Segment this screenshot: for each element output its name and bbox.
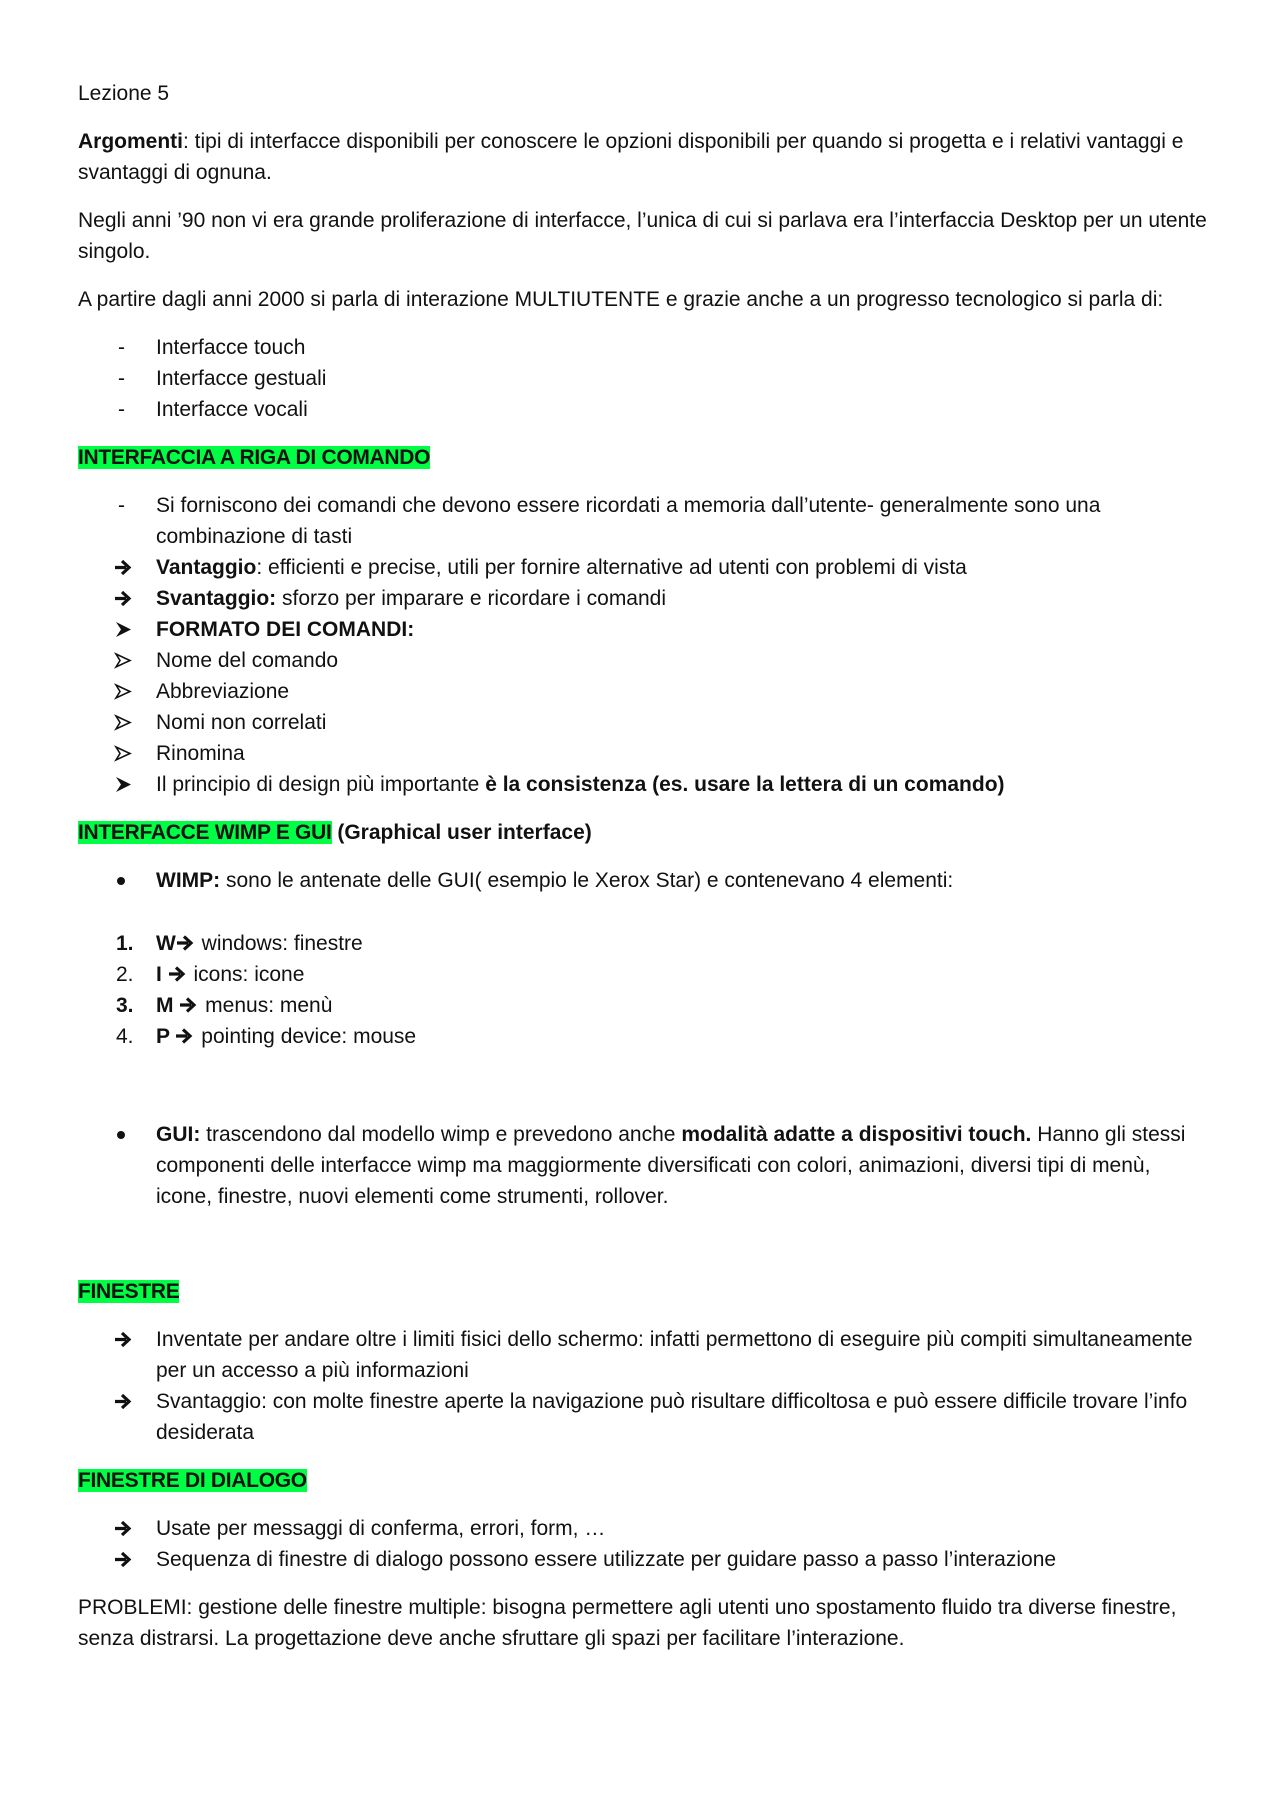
- list-item: - Interfacce vocali: [78, 394, 1208, 425]
- list-item: Rinomina: [78, 738, 1208, 769]
- section-heading-wimp: INTERFACCE WIMP E GUI (Graphical user interface): [78, 821, 592, 844]
- list-item: - Interfacce gestuali: [78, 363, 1208, 394]
- arrow-right-icon: [114, 1324, 148, 1355]
- cli-list: [78, 490, 1208, 800]
- list-item: 2. I icons: icone: [116, 963, 305, 986]
- list-item: GUI: trascendono dal modello wimp e prevedono anche modalità adatte a dispositivi touch. Hanno gli stessi componenti delle interfacce wimp ma maggiormente diversificati con colori, animazioni, diversi tipi di menù, icone, finestre, nuovi elementi come strumenti, rollover.: [156, 1123, 1186, 1208]
- arrowhead-icon: [114, 738, 148, 769]
- arrowhead-icon: [114, 707, 148, 738]
- section-heading-windows: FINESTRE: [78, 1280, 180, 1303]
- arrow-right-icon: [168, 964, 188, 984]
- wimp-elements-list: [78, 928, 1208, 1052]
- list-item: 3. M menus: menù: [116, 994, 333, 1017]
- list-item: Vantaggio: efficienti e precise, utili per fornire alternative ad utenti con problemi di vista: [78, 552, 1208, 583]
- arrowhead-icon: [114, 769, 148, 800]
- list-item: Abbreviazione: [78, 676, 1208, 707]
- dash-bullet: -: [118, 367, 125, 390]
- arrow-right-icon: [114, 1544, 148, 1575]
- arrow-right-icon: [114, 552, 148, 583]
- arrow-right-icon: [114, 583, 148, 614]
- section-heading-cli: INTERFACCIA A RIGA DI COMANDO: [78, 446, 431, 469]
- arrowhead-icon: [114, 676, 148, 707]
- arrow-right-icon: [175, 1026, 195, 1046]
- list-item: WIMP: sono le antenate delle GUI( esempio le Xerox Star) e contenevano 4 elementi:: [156, 869, 954, 892]
- list-item: - Interfacce touch: [78, 332, 1208, 363]
- arrow-right-icon: [176, 933, 196, 953]
- dialogs-list: [78, 1513, 1208, 1575]
- topics-label: Argomenti: [78, 130, 183, 153]
- arrow-right-icon: [114, 1513, 148, 1544]
- section-heading-dialogs: FINESTRE DI DIALOGO: [78, 1469, 307, 1492]
- intro-paragraph-1: Negli anni ’90 non vi era grande proliferazione di interfacce, l’unica di cui si parlava era l’interfaccia Desktop per un utente singolo.: [78, 209, 1207, 263]
- document-page: [78, 78, 1208, 1654]
- intro-paragraph-2: A partire dagli anni 2000 si parla di interazione MULTIUTENTE e grazie anche a un progresso tecnologico si parla di:: [78, 288, 1164, 311]
- list-item: Usate per messaggi di conferma, errori, form, …: [78, 1513, 1208, 1544]
- arrowhead-icon: [114, 614, 148, 645]
- list-item: Svantaggio: con molte finestre aperte la navigazione può risultare difficoltosa e può essere difficile trovare l’info desiderata: [78, 1386, 1208, 1448]
- dash-bullet: -: [118, 494, 125, 517]
- windows-list: [78, 1324, 1208, 1448]
- list-item: Inventate per andare oltre i limiti fisici dello schermo: infatti permettono di eseguire più compiti simultaneamente per un accesso a più informazioni: [78, 1324, 1208, 1386]
- dash-bullet: -: [118, 398, 125, 421]
- list-item: Nome del comando: [78, 645, 1208, 676]
- arrow-right-icon: [114, 1386, 148, 1417]
- arrow-right-icon: [179, 995, 199, 1015]
- dash-bullet: -: [118, 336, 125, 359]
- list-item: - Si forniscono dei comandi che devono essere ricordati a memoria dall’utente- generalmente sono una combinazione di tasti: [78, 490, 1208, 552]
- topics-text: : tipi di interfacce disponibili per conoscere le opzioni disponibili per quando si progetta e i relativi vantaggi e svantaggi di ognuna.: [78, 130, 1184, 184]
- interface-types-list: [78, 332, 1208, 425]
- arrowhead-icon: [114, 645, 148, 676]
- list-item: Nomi non correlati: [78, 707, 1208, 738]
- list-item: Svantaggio: sforzo per imparare e ricordare i comandi: [78, 583, 1208, 614]
- problems-paragraph: PROBLEMI: gestione delle finestre multiple: bisogna permettere agli utenti uno spostamento fluido tra diverse finestre, senza distrarsi. La progettazione deve anche sfruttare gli spazi per facilitare l’interazione.: [78, 1596, 1177, 1650]
- list-item: 1. W windows: finestre: [116, 932, 363, 955]
- list-item: 4. P pointing device: mouse: [116, 1025, 417, 1048]
- wimp-bullet-list: [78, 865, 1208, 896]
- gui-bullet-list: [78, 1119, 1208, 1212]
- topics-paragraph: [78, 126, 1208, 188]
- lesson-title: Lezione 5: [78, 82, 170, 105]
- list-item: Sequenza di finestre di dialogo possono essere utilizzate per guidare passo a passo l’interazione: [78, 1544, 1208, 1575]
- list-item: Il principio di design più importante è la consistenza (es. usare la lettera di un comando): [78, 769, 1208, 800]
- list-item: FORMATO DEI COMANDI:: [78, 614, 1208, 645]
